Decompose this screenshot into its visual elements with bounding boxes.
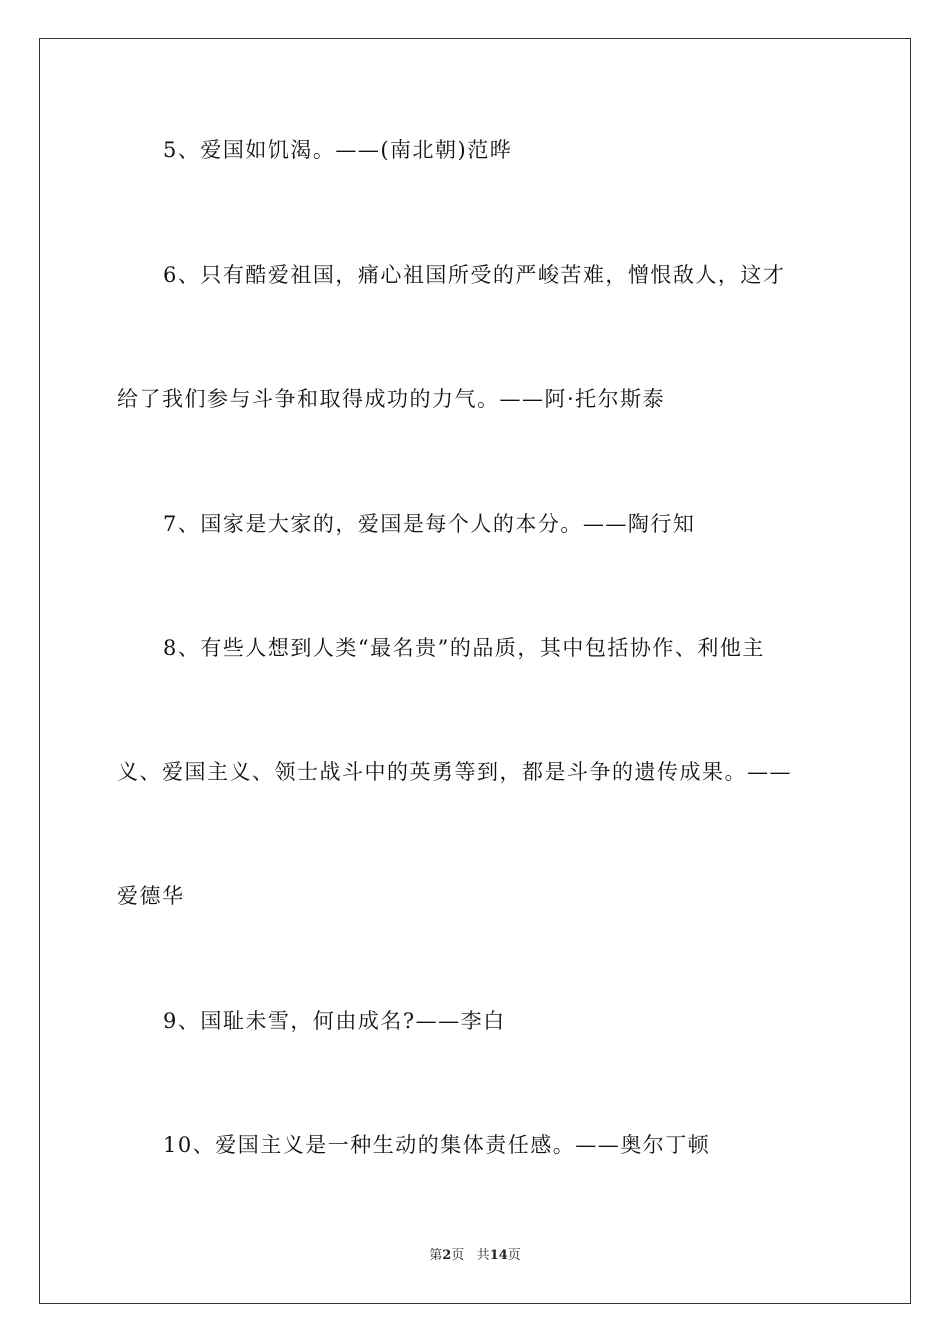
total-suffix: 页 <box>507 1248 521 1263</box>
quote-line-6-continued: 给了我们参与斗争和取得成功的力气。——阿·托尔斯泰 <box>117 387 666 411</box>
page-border <box>39 38 911 1304</box>
quote-line-9: 9、国耻未雪，何由成名?——李白 <box>163 1009 506 1033</box>
quote-line-8-continued: 义、爱国主义、领士战斗中的英勇等到，都是斗争的遗传成果。—— <box>117 760 792 784</box>
quote-line-5: 5、爱国如饥渴。——(南北朝)范晔 <box>163 138 513 162</box>
quote-line-6: 6、只有酷爱祖国，痛心祖国所受的严峻苦难，憎恨敌人，这才 <box>163 263 786 287</box>
page-prefix: 第 <box>429 1248 443 1263</box>
quote-line-7: 7、国家是大家的，爱国是每个人的本分。——陶行知 <box>163 512 696 536</box>
quote-line-8: 8、有些人想到人类“最名贵”的品质，其中包括协作、利他主 <box>163 636 765 660</box>
page-number: 2 <box>442 1248 452 1263</box>
total-pages: 14 <box>489 1248 508 1263</box>
total-prefix: 共 <box>476 1248 490 1263</box>
quote-line-10: 10、爱国主义是一种生动的集体责任感。——奥尔丁顿 <box>163 1133 711 1157</box>
page-suffix: 页 <box>451 1248 465 1263</box>
page-footer <box>0 1248 950 1264</box>
quote-line-8-author: 爱德华 <box>117 884 185 908</box>
